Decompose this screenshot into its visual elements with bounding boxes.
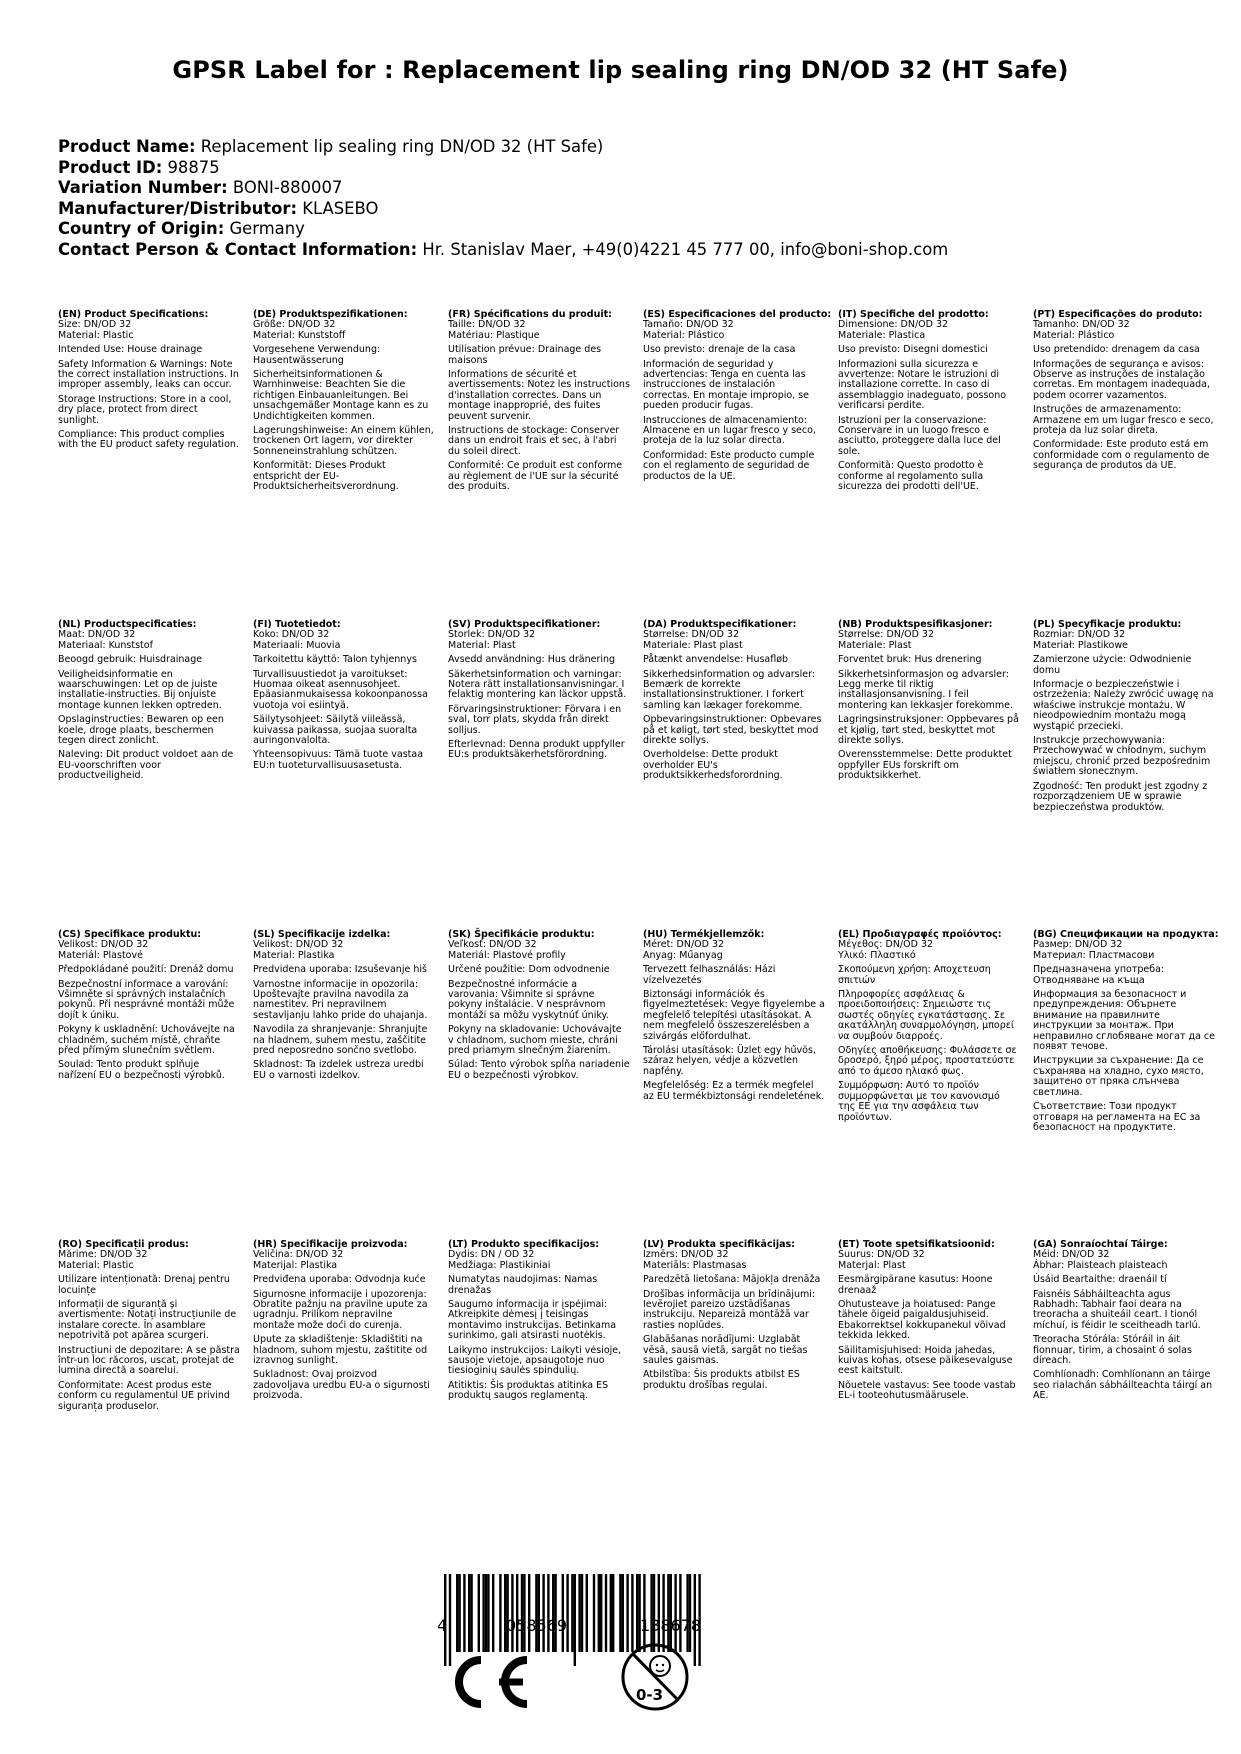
spec-line: Beoogd gebruik: Huisdrainage [58, 654, 203, 666]
spec-heading: (IT) Specifiche del prodotto: [838, 309, 989, 320]
spec-line: Konformität: Dieses Produkt entspricht der EU-Produktsicherheitsverordnung. [253, 460, 399, 493]
barcode-bar [679, 1574, 681, 1652]
barcode-group-2: 138678 [640, 1616, 702, 1635]
product-info [58, 137, 948, 260]
spec-line: Sikkerhedsinformation og advarsler: Bemærk de korrekte installationsinstruktioner. I forkert samling kan lækager forekomme. [643, 668, 816, 711]
spec-heading: (SK) Špecifikácie produktu: [448, 929, 595, 940]
barcode-bar [605, 1574, 607, 1652]
spec-line: Instrucciones de almacenamiento: Almacene en un lugar fresco y seco, proteja de la luz solar directa. [643, 414, 816, 447]
barcode-bar [650, 1574, 652, 1652]
spec-line: Μέγεθος: DN/OD 32 [838, 939, 934, 951]
spec-line: Efterlevnad: Denna produkt uppfyller EU:s produktsäkerhetsförordning. [448, 739, 625, 761]
spec-line: Taille: DN/OD 32 [448, 319, 526, 331]
spec-heading: (PT) Especificações do produto: [1033, 309, 1203, 320]
spec-line: Overholdelse: Dette produkt overholder EU's produktsikkerhedsforordning. [643, 749, 783, 782]
spec-line: Conformità: Questo prodotto è conforme al regolamento sulla sicurezza dei prodotti dell'UE. [838, 460, 984, 493]
not-for-children-icon [620, 1642, 690, 1712]
spec-line: Megfelelőség: Ez a termék megfelel az EU termékbiztonsági rendeletének. [643, 1080, 825, 1102]
barcode-bar [686, 1574, 688, 1652]
info-row [58, 178, 948, 199]
spec-heading: (EN) Product Specifications: [58, 309, 209, 320]
barcode-bar [504, 1574, 506, 1652]
barcode-bar [670, 1574, 672, 1652]
info-label: Country of Origin: [58, 219, 225, 238]
spec-line: Material: Plástico [643, 329, 725, 341]
spec-line: Instruções de armazenamento: Armazene em um lugar fresco e seco, proteja da luz solar direta. [1033, 404, 1214, 437]
spec-block [838, 1240, 1020, 1402]
spec-line: Materiał: Plastikowe [1033, 639, 1128, 651]
barcode-bar [667, 1574, 669, 1652]
spec-line: Materiale: Plast plast [643, 639, 743, 651]
spec-line: Material: Plastika [253, 949, 335, 961]
spec-line: Tamanho: DN/OD 32 [1033, 319, 1130, 331]
spec-line: Určené použitie: Dom odvodnenie [448, 964, 610, 976]
ce-mark-icon [447, 1652, 531, 1712]
age-label: 0-3 [636, 1686, 664, 1704]
spec-line: Koko: DN/OD 32 [253, 629, 330, 641]
spec-line: Saugumo informacija ir įspėjimai: Atkreipkite dėmesį į teisingas montavimo instrukcijas. Betinkama surinkimo, gali atsirasti nuotėkis. [448, 1299, 617, 1342]
spec-heading: (NB) Produktspesifikasjoner: [838, 619, 993, 630]
barcode-bar [516, 1574, 518, 1652]
spec-line: Предназначена употреба: Отводняване на къща [1033, 964, 1165, 986]
barcode-bar [610, 1574, 612, 1652]
spec-heading: (SL) Specifikacije izdelka: [253, 929, 391, 940]
barcode-bar [554, 1574, 556, 1652]
spec-line: Säilytysohjeet: Säilytä viileässä, kuivassa paikassa, suojaa suoralta auringonvalolta. [253, 714, 418, 747]
barcode-bar [485, 1574, 487, 1652]
info-row [58, 240, 948, 261]
spec-heading: (EL) Προδιαγραφές προϊόντος: [838, 929, 1002, 940]
spec-line: Eesmärgipärane kasutus: Hoone drenaaž [838, 1274, 993, 1296]
spec-line: Material: Plastic [58, 1259, 134, 1271]
spec-line: Material: Kunststoff [253, 329, 346, 341]
spec-line: Påtænkt anvendelse: Husafløb [643, 654, 789, 666]
spec-line: Predvidena uporaba: Izsuševanje hiš [253, 964, 427, 976]
spec-line: Bezpečnostní informace a varování: Všimněte si správných instalačních pokynů. Při nesprávné montáži může dojít k úniku. [58, 978, 235, 1021]
spec-heading: (GA) Sonraíochtaí Táirge: [1033, 1239, 1168, 1250]
spec-line: Opbevaringsinstruktioner: Opbevares på et køligt, tørt sted, beskyttet mod direkte sollys. [643, 714, 822, 747]
barcode-bar [636, 1574, 638, 1652]
barcode-bar [593, 1574, 595, 1652]
info-value: 98875 [167, 157, 220, 177]
spec-line: Predviđena uporaba: Odvodnja kuće [253, 1274, 426, 1286]
barcode-bar [523, 1574, 525, 1652]
spec-line: Súlad: Tento výrobok spĺňa nariadenie EU o bezpečnosti výrobkov. [448, 1059, 630, 1081]
spec-heading: (FI) Tuotetiedot: [253, 619, 341, 630]
spec-line: Yhteensopivuus: Tämä tuote vastaa EU:n tuoteturvallisuusasetusta. [253, 749, 424, 771]
spec-line: Storage Instructions: Store in a cool, dry place, protect from direct sunlight. [58, 393, 232, 426]
spec-block [643, 620, 825, 782]
info-label: Product Name: [58, 137, 196, 156]
spec-line: Informations de sécurité et avertissements: Notez les instructions d'installation correctes. Dans un montage inapproprié, des fuites peuvent survenir. [448, 369, 630, 422]
spec-line: Материал: Пластмасови [1033, 949, 1155, 961]
info-value: Germany [229, 219, 305, 238]
spec-line: Matériau: Plastique [448, 329, 540, 341]
spec-line: Material: Plast [448, 639, 516, 651]
spec-line: Πληροφορίες ασφάλειας & προειδοποιήσεις: Σημειώστε τις σωστές οδηγίες εγκατάστασης. Σε ακατάλληλη συναρμολόγηση, μπορεί να συμβούν διαρροές. [838, 989, 1015, 1042]
spec-line: Informacje o bezpieczeństwie i ostrzeżenia: Należy zwrócić uwagę na właściwe instrukcje montażu. W nieodpowiednim montażu mogą wystąpić przecieki. [1033, 679, 1214, 732]
spec-line: Forventet bruk: Hus drenering [838, 654, 982, 666]
spec-line: Ábhar: Plaisteach plaisteach [1033, 1259, 1168, 1271]
spec-line: Zamierzone użycie: Odwodnienie domu [1033, 654, 1192, 676]
spec-line: Medžiaga: Plastikiniai [448, 1259, 551, 1271]
spec-line: Инструкции за съхранение: Да се съхранява на хладно, сухо място, защитено от пряка слънчева светлина. [1033, 1055, 1204, 1098]
spec-line: Materiāls: Plastmasas [643, 1259, 747, 1271]
info-value: BONI-880007 [232, 178, 343, 197]
spec-heading: (RO) Specificații produs: [58, 1239, 189, 1250]
spec-heading: (PL) Specyfikacje produktu: [1033, 619, 1182, 630]
spec-line: Sigurnosne informacije i upozorenja: Obratite pažnju na pravilne upute za ugradnju. Prilikom nepravilne montaže može doći do curenja. [253, 1288, 428, 1331]
spec-block [253, 310, 435, 493]
spec-line: Uso pretendido: drenagem da casa [1033, 344, 1200, 356]
spec-line: Turvallisuustiedot ja varoitukset: Huomaa oikeat asennusohjeet. Epäasianmukaisessa kokoonpanossa vuotoja voi esiintyä. [253, 668, 428, 711]
barcode-bar [506, 1574, 508, 1652]
info-row [58, 199, 948, 220]
spec-line: Atbilstība: Šis produkts atbilst ES produktu drošības regulai. [643, 1369, 800, 1391]
spec-line: Conformitate: Acest produs este conform cu regulamentul UE privind siguranța produselor. [58, 1379, 230, 1412]
barcode-lead-digit: 4 [437, 1616, 448, 1635]
spec-line: Intended Use: House drainage [58, 344, 203, 356]
spec-block [58, 310, 240, 451]
spec-line: Skladnost: Ta izdelek ustreza uredbi EU o varnosti izdelkov. [253, 1059, 424, 1081]
spec-line: Información de seguridad y advertencias: Tenga en cuenta las instrucciones de instalación correctas. En montaje impropio, se pueden producir fugas. [643, 358, 810, 412]
spec-line: Информация за безопасност и предупреждения: Обърнете внимание на правилните инструкции за монтаж. При неправилно сглобяване могат да се появят течове. [1033, 989, 1215, 1053]
spec-line: Compliance: This product complies with the EU product safety regulation. [58, 429, 239, 451]
spec-block [448, 930, 630, 1081]
spec-line: Materijal: Plastika [253, 1259, 338, 1271]
spec-block [253, 1240, 435, 1402]
spec-line: Opslaginstructies: Bewaren op een koele, droge plaats, beschermen tegen direct zonlicht. [58, 714, 224, 747]
spec-line: Paredzētā lietošana: Mājokļa drenāža [643, 1274, 821, 1286]
spec-line: Soulad: Tento produkt splňuje nařízení EU o bezpečnosti výrobků. [58, 1059, 225, 1081]
spec-line: Faisnéis Sábháilteachta agus Rabhadh: Tabhair faoi deara na treoracha a shuiteáil ceart. I tionól míchuí, is féidir le sceitheadh tarlú. [1033, 1288, 1201, 1331]
info-row [58, 219, 948, 240]
spec-line: Glabāšanas norādījumi: Uzglabāt vēsā, sausā vietā, sargāt no tiešas saules gaismas. [643, 1334, 808, 1367]
barcode-bar [586, 1574, 588, 1652]
spec-block [643, 930, 825, 1102]
spec-block [58, 1240, 240, 1412]
spec-line: Pokyny k uskladnění: Uchovávejte na chladném, suchém místě, chraňte před přímým slunečním světlem. [58, 1024, 235, 1057]
spec-block [1033, 929, 1219, 1133]
spec-line: Bezpečnostné informácie a varovania: Všimnite si správne pokyny inštalácie. V nesprávnom montáži sa môžu vyskytnúť úniky. [448, 978, 609, 1021]
spec-line: Conformidade: Este produto está em conformidade com o regulamento de segurança de produtos da UE. [1033, 439, 1210, 472]
spec-line: Safety Information & Warnings: Note the correct installation instructions. In improper assembly, leaks can occur. [58, 358, 239, 391]
spec-line: Zgodność: Ten produkt jest zgodny z rozporządzeniem UE w sprawie bezpieczeństwa produktów. [1033, 780, 1208, 813]
barcode-bar [631, 1574, 633, 1652]
spec-line: Størrelse: DN/OD 32 [838, 629, 935, 641]
barcode-bar [581, 1574, 583, 1652]
spec-line: Ohutusteave ja hoiatused: Pange tähele õigeid paigaldusjuhiseid. Ebakorrektsel kokkupanekul võivad tekkida lekked. [838, 1299, 1006, 1342]
spec-line: Overensstemmelse: Dette produktet oppfyller EUs forskrift om produktsikkerhet. [838, 749, 1012, 782]
spec-line: Size: DN/OD 32 [58, 319, 132, 331]
spec-block [448, 1240, 630, 1402]
spec-block [838, 930, 1020, 1123]
spec-block [253, 930, 435, 1081]
spec-line: Veličina: DN/OD 32 [253, 1249, 344, 1261]
spec-line: Tárolási utasítások: Üzlet egy hűvös, száraz helyen, védje a közvetlen napfény. [643, 1045, 816, 1077]
spec-block [1033, 1240, 1215, 1402]
spec-block [1033, 310, 1215, 472]
spec-line: Maat: DN/OD 32 [58, 629, 136, 641]
spec-line: Suurus: DN/OD 32 [838, 1249, 925, 1261]
spec-line: Lagringsinstruksjoner: Oppbevares på et kjølig, tørt sted, beskyttet mot direkte sollys. [838, 714, 1019, 747]
barcode-bar [487, 1574, 489, 1652]
spec-heading: (CS) Specifikace produktu: [58, 929, 202, 940]
spec-line: Размер: DN/OD 32 [1033, 939, 1123, 951]
info-label: Product ID: [58, 157, 163, 177]
barcode-bar [619, 1574, 621, 1652]
spec-line: Lagerungshinweise: An einem kühlen, trockenen Ort lagern, vor direkter Sonneneinstrahlung schützen. [253, 425, 434, 457]
spec-line: Größe: DN/OD 32 [253, 319, 336, 331]
spec-line: Sikkerhetsinformasjon og advarsler: Legg merke til riktig installasjonsanvisning. I feil montering kan lekkasjer forekomme. [838, 668, 1014, 711]
barcode-bar [598, 1574, 600, 1652]
info-value: Replacement lip sealing ring DN/OD 32 (HT Safe) [200, 137, 604, 156]
spec-line: Materiaal: Kunststof [58, 639, 153, 651]
spec-heading: (NL) Productspecificaties: [58, 619, 197, 630]
spec-line: Izmērs: DN/OD 32 [643, 1249, 729, 1261]
spec-line: Informações de segurança e avisos: Observe as instruções de instalação corretas. Em montagem inadequada, podem ocorrer vazamentos. [1033, 358, 1211, 401]
spec-line: Οδηγίες αποθήκευσης: Φυλάσσετε σε δροσερό, ξηρό μέρος, προστατεύστε από το άμεσο ηλιακό φως. [838, 1045, 1017, 1077]
spec-line: Vorgesehene Verwendung: Hausentwässerung [253, 344, 381, 366]
barcode-bar [562, 1574, 564, 1652]
spec-block [1033, 620, 1215, 813]
spec-line: Naleving: Dit product voldoet aan de EU-voorschriften voor productveiligheid. [58, 749, 234, 782]
spec-line: Biztonsági információk és figyelmeztetések: Vegye figyelembe a megfelelő telepítési utasításokat. A nem megfelelő összeszerelésben a szivárgás előfordulhat. [643, 989, 825, 1042]
barcode-bar [653, 1574, 655, 1652]
barcode-bar [571, 1574, 573, 1652]
spec-line: Comhlíonadh: Comhlíonann an táirge seo rialachán sábháilteachta táirgí an AE. [1033, 1369, 1213, 1402]
barcode-bar [643, 1574, 645, 1652]
spec-line: Informazioni sulla sicurezza e avvertenze: Notare le istruzioni di installazione corrette. In caso di assemblaggio inadeguato, possono verificarsi perdite. [838, 358, 1007, 412]
spec-line: Méret: DN/OD 32 [643, 939, 725, 951]
spec-line: Navodila za shranjevanje: Shranjujte na hladnem, suhem mestu, zaščitite pred neposredno sončno svetlobo. [253, 1024, 428, 1057]
spec-block [643, 1240, 825, 1391]
spec-line: Sicherheitsinformationen & Warnhinweise: Beachten Sie die richtigen Einbauanleitungen. Bei unsachgemäßer Montage kann es zu Undichtigkeiten kommen. [253, 369, 429, 422]
page-title: GPSR Label for : Replacement lip sealing ring DN/OD 32 (HT Safe) [172, 56, 1069, 84]
spec-line: Material: Plastic [58, 329, 134, 341]
barcode-bar [674, 1574, 676, 1652]
spec-line: Materiaali: Muovia [253, 639, 341, 651]
spec-line: Tamaño: DN/OD 32 [643, 319, 734, 331]
barcode-bar [499, 1574, 501, 1652]
info-value: Hr. Stanislav Maer, +49(0)4221 45 777 00, info@boni-shop.com [422, 239, 949, 259]
barcode-bar [626, 1574, 628, 1652]
spec-line: Съответствие: Този продукт отговаря на регламента на ЕС за безопасност на продуктите. [1033, 1101, 1201, 1133]
spec-heading: (BG) Спецификации на продукта: [1033, 929, 1219, 940]
spec-line: Säilitamisjuhised: Hoida jahedas, kuivas kohas, otsese päikesevalguse eest kaitstult. [838, 1344, 1013, 1377]
spec-line: Mărime: DN/OD 32 [58, 1249, 148, 1261]
barcode-bar [612, 1574, 614, 1652]
barcode-bar [535, 1574, 537, 1652]
spec-heading: (DA) Produktspecifikationer: [643, 619, 797, 630]
spec-heading: (ET) Toote spetsifikatsioonid: [838, 1239, 995, 1250]
spec-line: Anyag: Műanyag [643, 949, 723, 961]
spec-line: Materiale: Plast [838, 639, 912, 651]
spec-heading: (FR) Spécifications du produit: [448, 309, 612, 320]
spec-line: Størrelse: DN/OD 32 [643, 629, 740, 641]
spec-block [448, 620, 630, 761]
barcode-bar [521, 1574, 523, 1652]
spec-line: Materiál: Plastové profily [448, 949, 566, 961]
spec-heading: (SV) Produktspecifikationer: [448, 619, 601, 630]
barcode-bar [638, 1574, 640, 1652]
barcode-bar [600, 1574, 602, 1652]
spec-line: Úsáid Beartaithe: draenáil tí [1033, 1274, 1167, 1286]
spec-line: Storlek: DN/OD 32 [448, 629, 536, 641]
spec-block [448, 310, 630, 493]
spec-heading: (DE) Produktspezifikationen: [253, 309, 408, 320]
spec-block [643, 309, 832, 482]
spec-line: Uso previsto: drenaje de la casa [643, 344, 796, 356]
spec-line: Materiál: Plastové [58, 949, 143, 961]
spec-line: Méid: DN/OD 32 [1033, 1249, 1110, 1261]
spec-heading: (LV) Produkta specifikācijas: [643, 1239, 795, 1250]
spec-line: Conformité: Ce produit est conforme au règlement de l'UE sur la sécurité des produits. [448, 460, 623, 493]
spec-block [253, 620, 435, 771]
spec-line: Avsedd användning: Hus dränering [448, 654, 616, 666]
barcode-bar [470, 1574, 472, 1652]
spec-line: Υλικό: Πλαστικό [838, 949, 916, 961]
barcode-bar [456, 1574, 458, 1652]
barcode-bar [574, 1574, 576, 1666]
spec-line: Tarkoitettu käyttö: Talon tyhjennys [253, 654, 417, 666]
spec-heading: (HR) Specifikacije proizvoda: [253, 1239, 408, 1250]
spec-line: Veiligheidsinformatie en waarschuwingen: Let op de juiste installatie-instructies. Bij onjuiste montage kunnen lekken optreden. [58, 668, 222, 711]
spec-line: Tervezett felhasználás: Házi vízelvezetés [643, 964, 776, 986]
barcode-bar [566, 1574, 568, 1652]
info-value: KLASEBO [302, 198, 379, 218]
spec-heading: (ES) Especificaciones del producto: [643, 309, 832, 320]
spec-block [838, 620, 1020, 782]
spec-line: Treoracha Stórála: Stóráil in áit fionnuar, tirim, a chosaint ó solas díreach. [1033, 1334, 1192, 1367]
barcode-bar [511, 1574, 513, 1652]
spec-heading: (LT) Produkto specifikacijos: [448, 1239, 600, 1250]
spec-line: Istruzioni per la conservazione: Conservare in un luogo fresco e asciutto, proteggere dalla luce del sole. [838, 414, 1001, 457]
barcode-bar [538, 1574, 540, 1652]
spec-line: Informații de siguranță și avertismente: Notați instrucțiunile de instalare corecte. În asamblare nepotrivită pot apărea scurgeri. [58, 1299, 237, 1342]
spec-line: Förvaringsinstruktioner: Förvara i en sval, torr plats, skydda från direkt solljus. [448, 703, 622, 736]
barcode-bar [468, 1574, 470, 1652]
spec-line: Uso previsto: Disegni domestici [838, 344, 988, 356]
spec-line: Atitiktis: Šis produktas atitinka ES produktų saugos reglamentą. [448, 1379, 609, 1402]
spec-line: Σκοπούμενη χρήση: Αποχετευση σπιτιών [838, 964, 991, 986]
barcode-bar [547, 1574, 549, 1652]
barcode-group-1: 058569 [506, 1616, 568, 1635]
spec-line: Utilisation prévue: Drainage des maisons [448, 344, 602, 366]
spec-line: Varnostne informacije in opozorila: Upoštevajte pravilna navodila za namestitev. Pri nepravilnem sestavljanju lahko pride do uhajanja. [253, 978, 428, 1021]
spec-line: Sukladnost: Ovaj proizvod zadovoljava uredbu EU-a o sigurnosti proizvoda. [253, 1369, 430, 1402]
spec-line: Materiale: Plastica [838, 329, 926, 341]
spec-line: Laikymo instrukcijos: Laikyti vėsioje, sausoje vietoje, apsaugotoje nuo tiesioginių saulės spindulių. [448, 1344, 622, 1377]
spec-line: Instrucțiuni de depozitare: A se păstra într-un loc răcoros, uscat, protejat de lumina directă a soarelui. [58, 1344, 240, 1377]
spec-line: Συμμόρφωση: Αυτό το προϊόν συμμορφώνεται με τον κανονισμό της ΕΕ για την ασφάλεια των προϊόντων. [838, 1080, 1000, 1123]
spec-line: Pokyny na skladovanie: Uchovávajte v chladnom, suchom mieste, chráni pred priamym slnečným žiarením. [448, 1024, 622, 1057]
spec-line: Materjal: Plast [838, 1259, 906, 1271]
info-label: Variation Number: [58, 178, 228, 197]
info-label: Manufacturer/Distributor: [58, 198, 298, 218]
info-label: Contact Person & Contact Information: [58, 239, 418, 259]
barcode-bar [492, 1574, 494, 1652]
info-row [58, 137, 948, 158]
spec-line: Veľkosť: DN/OD 32 [448, 939, 537, 951]
spec-block [58, 620, 240, 782]
spec-line: Drošības informācija un brīdinājumi: Ievērojiet pareizo uzstādīšanas instrukciju. Nepareizā montāžā var rasties noplūdes. [643, 1288, 816, 1331]
spec-line: Dimensione: DN/OD 32 [838, 319, 949, 331]
spec-line: Conformidad: Este producto cumple con el reglamento de seguridad de productos de la UE. [643, 449, 815, 482]
barcode-bar [578, 1574, 580, 1652]
spec-line: Instrukcje przechowywania: Przechowywać w chłodnym, suchym miejscu, chronić przed bezpośrednim światłem słonecznym. [1033, 735, 1211, 778]
spec-line: Material: Plástico [1033, 329, 1115, 341]
barcode-bar [662, 1574, 664, 1652]
barcode-bar [458, 1574, 460, 1652]
barcode-bar [622, 1574, 624, 1652]
barcode-bar [542, 1574, 544, 1652]
barcode-bar [658, 1574, 660, 1652]
barcode-bar [552, 1574, 554, 1652]
spec-line: Velikost: DN/OD 32 [58, 939, 149, 951]
spec-line: Nõuetele vastavus: See toode vastab EL-i tooteohutusmäärusele. [838, 1379, 1016, 1402]
spec-line: Dydis: DN / OD 32 [448, 1249, 535, 1261]
barcode-bar [689, 1574, 691, 1652]
barcode-bar [463, 1574, 465, 1652]
info-row [58, 158, 948, 179]
spec-line: Rozmiar: DN/OD 32 [1033, 629, 1126, 641]
spec-line: Utilizare intenționată: Drenaj pentru locuințe [58, 1274, 230, 1296]
spec-line: Upute za skladištenje: Skladištiti na hladnom, suhom mjestu, zaštitite od izravnog sunlight. [253, 1334, 428, 1367]
spec-line: Instructions de stockage: Conserver dans un endroit frais et sec, à l'abri du soleil direct. [448, 425, 620, 457]
spec-line: Předpokládané použití: Drenáž domu [58, 964, 234, 976]
barcode-bar [482, 1574, 484, 1652]
spec-line: Säkerhetsinformation och varningar: Notera rätt installationsanvisningar. I felaktig montering kan läckor uppstå. [448, 668, 627, 701]
barcode-bar [528, 1574, 530, 1652]
barcode-bar [478, 1574, 480, 1652]
spec-block [58, 930, 240, 1081]
spec-heading: (HU) Termékjellemzők: [643, 929, 765, 940]
spec-line: Velikost: DN/OD 32 [253, 939, 344, 951]
spec-block [838, 310, 1020, 493]
spec-line: Numatytas naudojimas: Namas drenažas [448, 1274, 598, 1296]
